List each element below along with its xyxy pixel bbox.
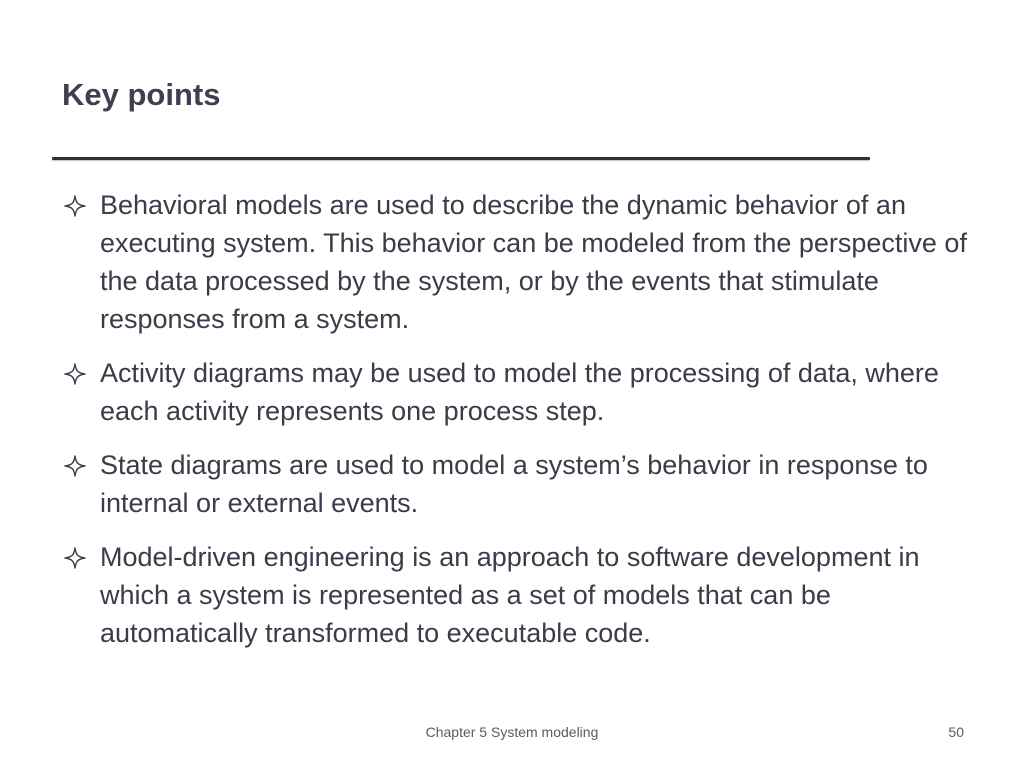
bullet-item bbox=[62, 538, 972, 652]
four-point-star-icon bbox=[64, 547, 86, 569]
bullet-text: State diagrams are used to model a system’s behavior in response to internal or external events. bbox=[100, 450, 928, 518]
four-point-star-icon bbox=[64, 363, 86, 385]
four-point-star-icon bbox=[64, 455, 86, 477]
bullet-text: Behavioral models are used to describe the dynamic behavior of an executing system. This behavior can be modeled from the perspective of the data processed by the system, or by the events that stimulate responses from a system. bbox=[100, 190, 967, 334]
bullet-item bbox=[62, 186, 972, 338]
title-divider bbox=[52, 157, 870, 160]
bullet-list bbox=[62, 186, 972, 668]
bullet-item bbox=[62, 446, 972, 522]
bullet-text: Activity diagrams may be used to model the processing of data, where each activity represents one process step. bbox=[100, 358, 939, 426]
slide-title: Key points bbox=[62, 77, 221, 112]
four-point-star-icon bbox=[64, 195, 86, 217]
footer-chapter-label: Chapter 5 System modeling bbox=[425, 724, 599, 740]
bullet-item bbox=[62, 354, 972, 430]
bullet-text: Model-driven engineering is an approach to software development in which a system is represented as a set of models that can be automatically transformed to executable code. bbox=[100, 542, 920, 648]
page-number: 50 bbox=[948, 724, 964, 740]
